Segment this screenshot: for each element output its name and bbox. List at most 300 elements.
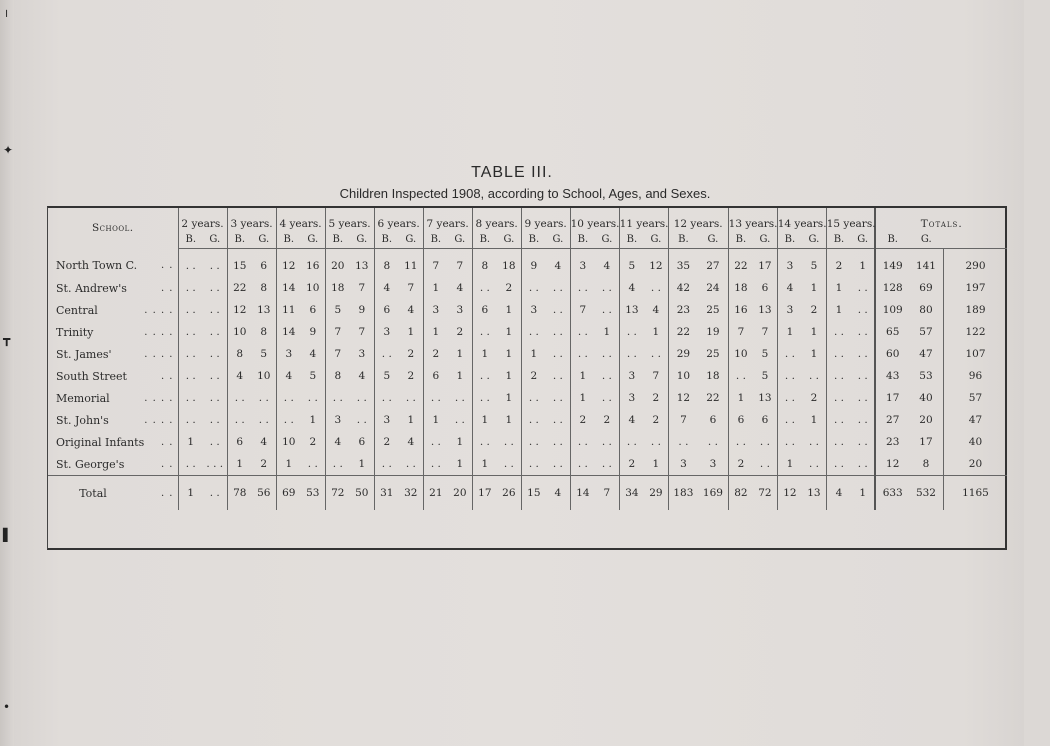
girls-count: . . xyxy=(503,436,514,448)
boys-count: . . xyxy=(374,453,399,476)
girls-count: 4 xyxy=(309,348,317,360)
total-girls: 20 xyxy=(919,414,933,426)
table-row xyxy=(48,387,1007,409)
girls-count: . . xyxy=(552,458,563,470)
total-girls: 532 xyxy=(909,476,943,511)
boys-count: 2 xyxy=(374,431,399,453)
school-column-header: School. xyxy=(91,222,134,235)
boys-count: 10 xyxy=(668,365,698,387)
total-girls: 40 xyxy=(919,392,933,404)
boys-header: B. xyxy=(777,230,802,249)
leader-dots: . . xyxy=(160,458,174,470)
girls-count: 4 xyxy=(554,260,562,272)
girls-count: 6 xyxy=(761,282,769,294)
girls-count: 27 xyxy=(706,260,720,272)
girls-count: . . xyxy=(356,414,367,426)
girls-count: 6 xyxy=(358,436,366,448)
girls-count: . . xyxy=(650,436,661,448)
girls-count: . . xyxy=(552,414,563,426)
boys-count: 4 xyxy=(276,365,301,387)
total-all: 122 xyxy=(943,321,1007,343)
total-row xyxy=(48,476,1007,511)
boys-count: 8 xyxy=(325,365,350,387)
girls-count: . . . xyxy=(206,458,224,470)
boys-count: . . xyxy=(472,431,497,453)
table-row xyxy=(48,431,1007,453)
girls-count: . . xyxy=(552,392,563,404)
table-row xyxy=(48,409,1007,431)
boys-count: 3 xyxy=(619,387,644,409)
girls-count: 18 xyxy=(706,370,720,382)
boys-count: 6 xyxy=(423,365,448,387)
margin-mark: • xyxy=(3,700,11,714)
boys-count: 16 xyxy=(728,299,753,321)
girls-count: . . xyxy=(857,370,868,382)
boys-count: . . xyxy=(728,365,753,387)
girls-count: . . xyxy=(808,370,819,382)
school-name: St. George's xyxy=(56,457,125,471)
girls-count: 2 xyxy=(456,326,464,338)
boys-count: 9 xyxy=(521,249,546,278)
age-header: 6 years. xyxy=(374,208,423,230)
table-row xyxy=(48,343,1007,365)
girls-header: G. xyxy=(909,230,943,249)
table-row xyxy=(48,277,1007,299)
girls-count: 3 xyxy=(456,304,464,316)
girls-count: . . xyxy=(209,414,220,426)
total-boys: 43 xyxy=(875,365,909,387)
girls-header: G. xyxy=(546,230,570,249)
leader-dots: . . xyxy=(160,436,174,448)
boys-count: 8 xyxy=(227,343,252,365)
girls-count: 2 xyxy=(810,392,818,404)
girls-count: . . xyxy=(601,392,612,404)
girls-count: . . xyxy=(209,370,220,382)
margin-mark: ▌ xyxy=(3,528,13,542)
girls-count: 53 xyxy=(301,476,325,511)
school-name: Total xyxy=(48,476,130,511)
girls-count: 169 xyxy=(698,476,728,511)
girls-count: 4 xyxy=(407,436,415,448)
table-subtitle: Children Inspected 1908, according to School, Ages, and Sexes. xyxy=(339,186,711,201)
girls-count: 10 xyxy=(306,282,320,294)
boys-count: 1 xyxy=(472,453,497,476)
girls-count: . . xyxy=(808,436,819,448)
girls-count: 1 xyxy=(407,326,415,338)
age-header: 5 years. xyxy=(325,208,374,230)
girls-count: . . xyxy=(601,348,612,360)
boys-count: . . xyxy=(826,343,851,365)
girls-count: 13 xyxy=(758,392,772,404)
girls-header: G. xyxy=(203,230,227,249)
girls-count: 6 xyxy=(260,260,268,272)
total-girls: 17 xyxy=(919,436,933,448)
boys-count: 17 xyxy=(472,476,497,511)
boys-count: 7 xyxy=(728,321,753,343)
boys-count: . . xyxy=(777,343,802,365)
total-boys: 60 xyxy=(875,343,909,365)
school-name: St. Andrew's xyxy=(56,281,127,295)
boys-count: 21 xyxy=(423,476,448,511)
total-boys: 27 xyxy=(875,409,909,431)
girls-count: 5 xyxy=(810,260,818,272)
boys-count: 2 xyxy=(423,343,448,365)
boys-count: . . xyxy=(777,365,802,387)
total-boys: 12 xyxy=(875,453,909,476)
boys-count: . . xyxy=(619,343,644,365)
school-name: Central xyxy=(56,303,98,317)
header-row-sexes xyxy=(48,230,1007,249)
boys-header: B. xyxy=(875,230,909,249)
girls-count: . . xyxy=(209,348,220,360)
boys-count: . . xyxy=(178,453,203,476)
boys-count: 34 xyxy=(619,476,644,511)
boys-count: . . xyxy=(374,387,399,409)
boys-count: . . xyxy=(178,365,203,387)
boys-count: . . xyxy=(570,343,595,365)
boys-count: . . xyxy=(521,387,546,409)
boys-count: . . xyxy=(521,277,546,299)
boys-count: 8 xyxy=(374,249,399,278)
girls-count: . . xyxy=(552,282,563,294)
boys-count: 12 xyxy=(668,387,698,409)
boys-header: B. xyxy=(472,230,497,249)
total-boys: 109 xyxy=(875,299,909,321)
total-girls: 80 xyxy=(919,304,933,316)
girls-count: 4 xyxy=(358,370,366,382)
girls-count: 1 xyxy=(407,414,415,426)
girls-count: 1 xyxy=(810,326,818,338)
girls-count: 8 xyxy=(260,326,268,338)
boys-count: 6 xyxy=(728,409,753,431)
boys-count: . . xyxy=(668,431,698,453)
age-header: 8 years. xyxy=(472,208,521,230)
boys-count: 10 xyxy=(728,343,753,365)
girls-count: 10 xyxy=(257,370,271,382)
age-header: 14 years. xyxy=(777,208,826,230)
boys-header: B. xyxy=(178,230,203,249)
boys-count: 35 xyxy=(668,249,698,278)
girls-count: 50 xyxy=(350,476,374,511)
girls-count: . . xyxy=(857,348,868,360)
total-girls: 8 xyxy=(922,458,930,470)
girls-count: . . xyxy=(857,304,868,316)
age-header: 4 years. xyxy=(276,208,325,230)
leader-dots: . . . . xyxy=(144,326,174,338)
boys-count: 3 xyxy=(276,343,301,365)
girls-count: 5 xyxy=(761,370,769,382)
boys-count: . . xyxy=(570,453,595,476)
boys-count: . . xyxy=(826,321,851,343)
boys-count: 1 xyxy=(826,277,851,299)
girls-count: 1 xyxy=(456,348,464,360)
totals-sum-header xyxy=(943,230,1007,249)
girls-count: 1 xyxy=(810,282,818,294)
boys-count: 4 xyxy=(619,277,644,299)
boys-count: . . xyxy=(374,343,399,365)
girls-count: 1 xyxy=(851,476,875,511)
school-name: South Street xyxy=(56,369,127,383)
girls-count: 7 xyxy=(358,282,366,294)
school-name: Trinity xyxy=(56,325,94,339)
boys-count: 14 xyxy=(276,321,301,343)
girls-count: 18 xyxy=(502,260,516,272)
boys-count: 8 xyxy=(472,249,497,278)
girls-count: 7 xyxy=(761,326,769,338)
boys-count: 7 xyxy=(570,299,595,321)
boys-count: 1 xyxy=(423,321,448,343)
girls-count: 9 xyxy=(358,304,366,316)
age-header: 10 years. xyxy=(570,208,619,230)
total-boys: 65 xyxy=(875,321,909,343)
girls-count: 1 xyxy=(810,348,818,360)
boys-count: 4 xyxy=(826,476,851,511)
boys-count: 1 xyxy=(728,387,753,409)
girls-count: 2 xyxy=(603,414,611,426)
girls-count: 56 xyxy=(252,476,276,511)
age-header: 11 years. xyxy=(619,208,668,230)
boys-count: 69 xyxy=(276,476,301,511)
boys-count: 2 xyxy=(521,365,546,387)
boys-count: . . xyxy=(728,431,753,453)
boys-count: 6 xyxy=(472,299,497,321)
girls-count: 8 xyxy=(260,282,268,294)
girls-count: . . xyxy=(307,392,318,404)
total-all: 197 xyxy=(943,277,1007,299)
girls-count: . . xyxy=(552,436,563,448)
boys-count: 20 xyxy=(325,249,350,278)
girls-count: 1 xyxy=(505,392,513,404)
table-row xyxy=(48,249,1007,278)
age-header: 13 years. xyxy=(728,208,777,230)
girls-count: 26 xyxy=(497,476,521,511)
boys-count: 1 xyxy=(178,431,203,453)
girls-header: G. xyxy=(644,230,668,249)
girls-count: . . xyxy=(857,326,868,338)
boys-count: 3 xyxy=(777,249,802,278)
table-title: TABLE III. xyxy=(471,164,553,181)
girls-count: 19 xyxy=(706,326,720,338)
boys-count: . . xyxy=(178,277,203,299)
leader-dots: . . . . xyxy=(144,304,174,316)
girls-count: 7 xyxy=(407,282,415,294)
girls-count: . . xyxy=(552,326,563,338)
school-name: Memorial xyxy=(56,391,110,405)
boys-count: . . xyxy=(777,431,802,453)
boys-count: 3 xyxy=(374,409,399,431)
girls-count: 4 xyxy=(260,436,268,448)
boys-count: 1 xyxy=(777,321,802,343)
boys-count: . . xyxy=(777,409,802,431)
boys-count: 31 xyxy=(374,476,399,511)
boys-count: 4 xyxy=(619,409,644,431)
boys-count: . . xyxy=(276,409,301,431)
boys-count: 5 xyxy=(374,365,399,387)
table-row xyxy=(48,453,1007,476)
boys-count: 7 xyxy=(423,249,448,278)
leader-dots: . . xyxy=(160,282,174,294)
age-header: 2 years. xyxy=(178,208,227,230)
girls-count: . . xyxy=(707,436,718,448)
total-all: 107 xyxy=(943,343,1007,365)
boys-count: 5 xyxy=(325,299,350,321)
total-all: 1165 xyxy=(943,476,1007,511)
total-all: 189 xyxy=(943,299,1007,321)
boys-count: 1 xyxy=(570,365,595,387)
girls-count: 2 xyxy=(309,436,317,448)
girls-count: . . xyxy=(857,458,868,470)
girls-count: . . xyxy=(209,304,220,316)
boys-count: . . xyxy=(472,321,497,343)
boys-count: 82 xyxy=(728,476,753,511)
boys-count: 72 xyxy=(325,476,350,511)
boys-count: . . xyxy=(826,409,851,431)
boys-count: 2 xyxy=(728,453,753,476)
boys-count: 6 xyxy=(374,299,399,321)
boys-count: . . xyxy=(178,321,203,343)
boys-count: 15 xyxy=(521,476,546,511)
girls-header: G. xyxy=(802,230,826,249)
girls-count: 5 xyxy=(309,370,317,382)
girls-count: . . xyxy=(209,392,220,404)
girls-count: 2 xyxy=(505,282,513,294)
leader-dots: . . xyxy=(130,476,178,511)
boys-header: B. xyxy=(423,230,448,249)
school-name: St. John's xyxy=(56,413,109,427)
girls-count: . . xyxy=(405,458,416,470)
boys-count: . . xyxy=(325,387,350,409)
boys-count: 12 xyxy=(777,476,802,511)
boys-count: 3 xyxy=(619,365,644,387)
total-all: 290 xyxy=(943,249,1007,278)
boys-count: 3 xyxy=(423,299,448,321)
boys-count: . . xyxy=(178,249,203,278)
girls-count: 7 xyxy=(595,476,619,511)
girls-count: 13 xyxy=(758,304,772,316)
girls-count: . . xyxy=(209,282,220,294)
girls-count: . . xyxy=(454,414,465,426)
girls-count: 7 xyxy=(456,260,464,272)
girls-count: 13 xyxy=(802,476,826,511)
girls-count: . . xyxy=(552,304,563,316)
leader-dots: . . . . xyxy=(144,392,174,404)
boys-count: 12 xyxy=(227,299,252,321)
girls-count: 7 xyxy=(358,326,366,338)
total-all: 47 xyxy=(943,409,1007,431)
girls-count: . . xyxy=(203,476,227,511)
girls-count: . . xyxy=(601,282,612,294)
boys-count: . . xyxy=(521,453,546,476)
boys-count: . . xyxy=(521,431,546,453)
total-all: 40 xyxy=(943,431,1007,453)
boys-count: 1 xyxy=(826,299,851,321)
girls-count: 20 xyxy=(448,476,472,511)
girls-count: . . xyxy=(258,392,269,404)
total-girls: 141 xyxy=(915,260,936,272)
boys-count: 6 xyxy=(227,431,252,453)
girls-count: . . xyxy=(454,392,465,404)
boys-count: 5 xyxy=(619,249,644,278)
girls-count: 2 xyxy=(652,392,660,404)
boys-header: B. xyxy=(728,230,753,249)
girls-count: . . xyxy=(857,392,868,404)
boys-count: 12 xyxy=(276,249,301,278)
boys-count: 1 xyxy=(777,453,802,476)
header-row-ages xyxy=(48,208,1007,230)
boys-count: . . xyxy=(423,431,448,453)
girls-header: G. xyxy=(399,230,423,249)
girls-count: 16 xyxy=(306,260,320,272)
boys-count: 1 xyxy=(521,343,546,365)
boys-count: 3 xyxy=(668,453,698,476)
girls-count: . . xyxy=(601,304,612,316)
boys-count: 1 xyxy=(472,409,497,431)
boys-count: 3 xyxy=(777,299,802,321)
school-name: Original Infants xyxy=(56,435,145,449)
girls-count: 13 xyxy=(355,260,369,272)
girls-count: . . xyxy=(405,392,416,404)
total-all: 20 xyxy=(943,453,1007,476)
margin-mark: ╵ xyxy=(3,10,11,24)
girls-count: . . xyxy=(601,436,612,448)
boys-count: . . xyxy=(521,321,546,343)
boys-count: . . xyxy=(472,365,497,387)
boys-count: 10 xyxy=(276,431,301,453)
boys-count: 4 xyxy=(777,277,802,299)
girls-count: . . xyxy=(258,414,269,426)
boys-count: 22 xyxy=(227,277,252,299)
girls-header: G. xyxy=(252,230,276,249)
total-boys: 149 xyxy=(875,249,909,278)
boys-count: 4 xyxy=(227,365,252,387)
boys-header: B. xyxy=(619,230,644,249)
age-header: 15 years. xyxy=(826,208,875,230)
girls-count: . . xyxy=(857,282,868,294)
boys-count: . . xyxy=(521,409,546,431)
girls-count: . . xyxy=(601,370,612,382)
girls-count: . . xyxy=(759,458,770,470)
boys-count: . . xyxy=(826,431,851,453)
totals-header: Totals. xyxy=(875,208,1007,230)
girls-count: 3 xyxy=(709,458,717,470)
boys-count: 2 xyxy=(826,249,851,278)
table-row xyxy=(48,321,1007,343)
boys-count: 1 xyxy=(423,277,448,299)
girls-count: 2 xyxy=(407,370,415,382)
boys-header: B. xyxy=(668,230,698,249)
girls-count: 22 xyxy=(706,392,720,404)
boys-count: 7 xyxy=(325,321,350,343)
total-girls: 47 xyxy=(919,348,933,360)
boys-count: 3 xyxy=(570,249,595,278)
table-row xyxy=(48,365,1007,387)
girls-count: . . xyxy=(503,458,514,470)
school-name: North Town C. xyxy=(56,259,138,273)
leader-dots: . . . . xyxy=(144,348,174,360)
boys-count: . . xyxy=(423,387,448,409)
boys-header: B. xyxy=(276,230,301,249)
girls-count: 1 xyxy=(505,370,513,382)
girls-count: 1 xyxy=(859,260,867,272)
boys-count: . . xyxy=(570,277,595,299)
girls-count: . . xyxy=(552,348,563,360)
girls-count: 25 xyxy=(706,304,720,316)
boys-count: 4 xyxy=(325,431,350,453)
girls-count: 6 xyxy=(761,414,769,426)
boys-count: 4 xyxy=(374,277,399,299)
girls-count: 1 xyxy=(456,370,464,382)
boys-count: 78 xyxy=(227,476,252,511)
